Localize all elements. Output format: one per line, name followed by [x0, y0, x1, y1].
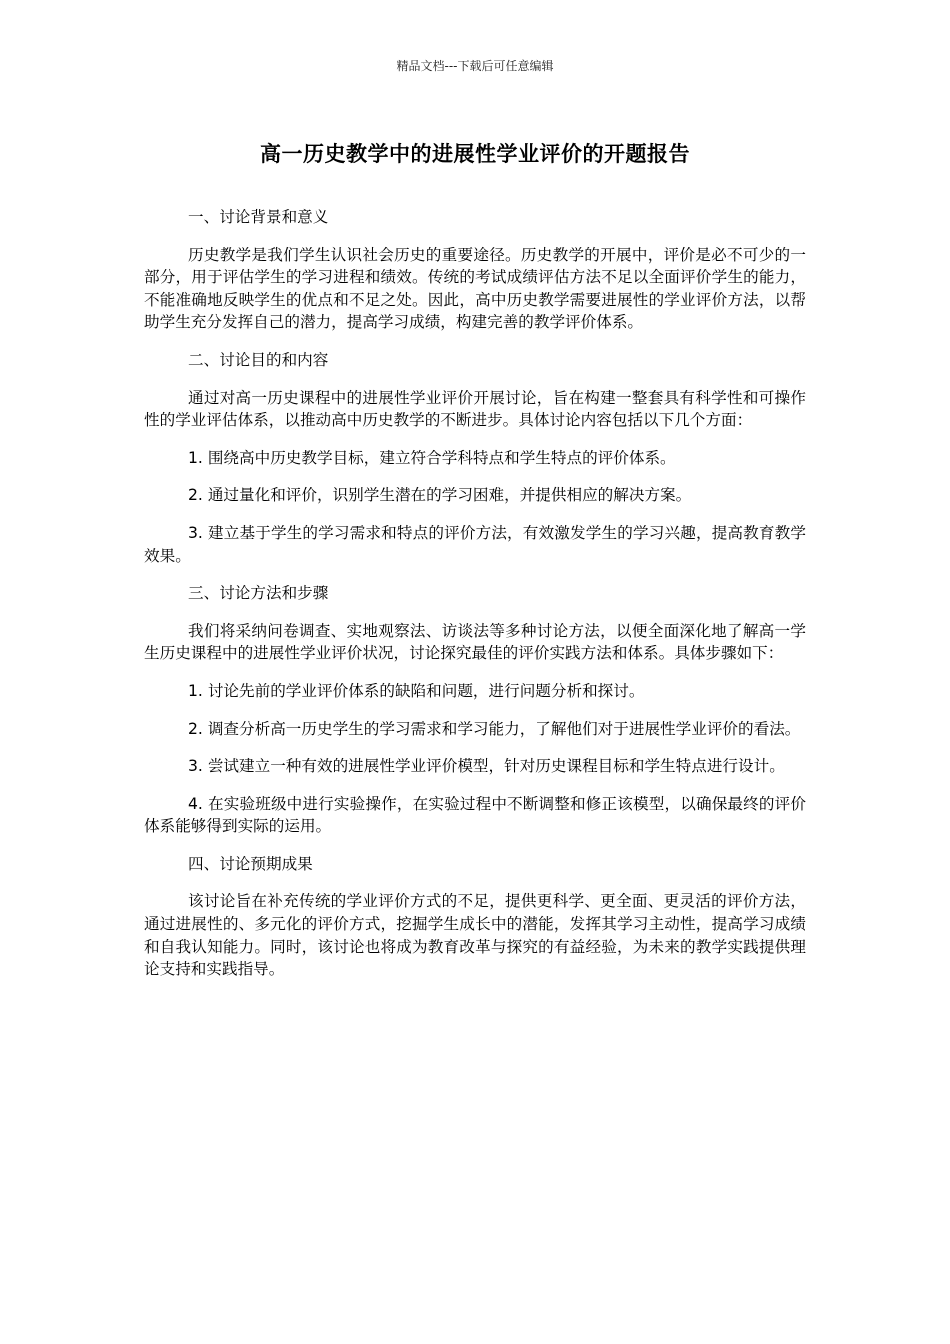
paragraph: 该讨论旨在补充传统的学业评价方式的不足，提供更科学、更全面、更灵活的评价方法，通过进展性的、多元化的评价方式，挖掘学生成长中的潜能，发挥其学习主动性，提高学习成绩和自我认知能力。同时，该讨论也将成为教育改革与探究的有益经验，为未来的教学实践提供理论支持和实践指导。 [144, 892, 806, 979]
list-item: 4. 在实验班级中进行实验操作，在实验过程中不断调整和修正该模型，以确保最终的评价体系能够得到实际的运用。 [144, 794, 806, 836]
list-item: 2. 调查分析高一历史学生的学习需求和学习能力，了解他们对于进展性学业评价的看法。 [188, 719, 801, 738]
list-item: 1. 讨论先前的学业评价体系的缺陷和问题，进行问题分析和探讨。 [188, 681, 645, 700]
paragraph: 通过对高一历史课程中的进展性学业评价开展讨论，旨在构建一整套具有科学性和可操作性的学业评估体系，以推动高中历史教学的不断进步。具体讨论内容包括以下几个方面： [144, 388, 806, 430]
section-heading: 三、讨论方法和步骤 [188, 584, 329, 603]
list-item: 3. 尝试建立一种有效的进展性学业评价模型，针对历史课程目标和学生特点进行设计。 [188, 757, 785, 776]
section-heading: 二、讨论目的和内容 [188, 350, 329, 369]
page-header: 精品文档---下载后可任意编辑 [396, 59, 554, 73]
section-heading: 四、讨论预期成果 [188, 854, 313, 873]
list-item: 1. 围绕高中历史教学目标，建立符合学科特点和学生特点的评价体系。 [188, 448, 676, 467]
list-item: 2. 通过量化和评价，识别学生潜在的学习困难，并提供相应的解决方案。 [188, 486, 692, 505]
section-heading: 一、讨论背景和意义 [188, 208, 329, 226]
document-title: 高一历史教学中的进展性学业评价的开题报告 [260, 142, 690, 166]
paragraph: 我们将采纳问卷调查、实地观察法、访谈法等多种讨论方法，以便全面深化地了解高一学生历史课程中的进展性学业评价状况，讨论探究最佳的评价实践方法和体系。具体步骤如下： [144, 621, 806, 663]
document-body [144, 206, 806, 996]
list-item: 3. 建立基于学生的学习需求和特点的评价方法，有效激发学生的学习兴趣，提高教育教学效果。 [144, 523, 806, 565]
paragraph: 历史教学是我们学生认识社会历史的重要途径。历史教学的开展中，评价是必不可少的一部分，用于评估学生的学习进程和绩效。传统的考试成绩评估方法不足以全面评价学生的能力，不能准确地反映学生的优点和不足之处。因此，高中历史教学需要进展性的学业评价方法，以帮助学生充分发挥自己的潜力，提高学习成绩，构建完善的教学评价体系。 [144, 245, 806, 332]
